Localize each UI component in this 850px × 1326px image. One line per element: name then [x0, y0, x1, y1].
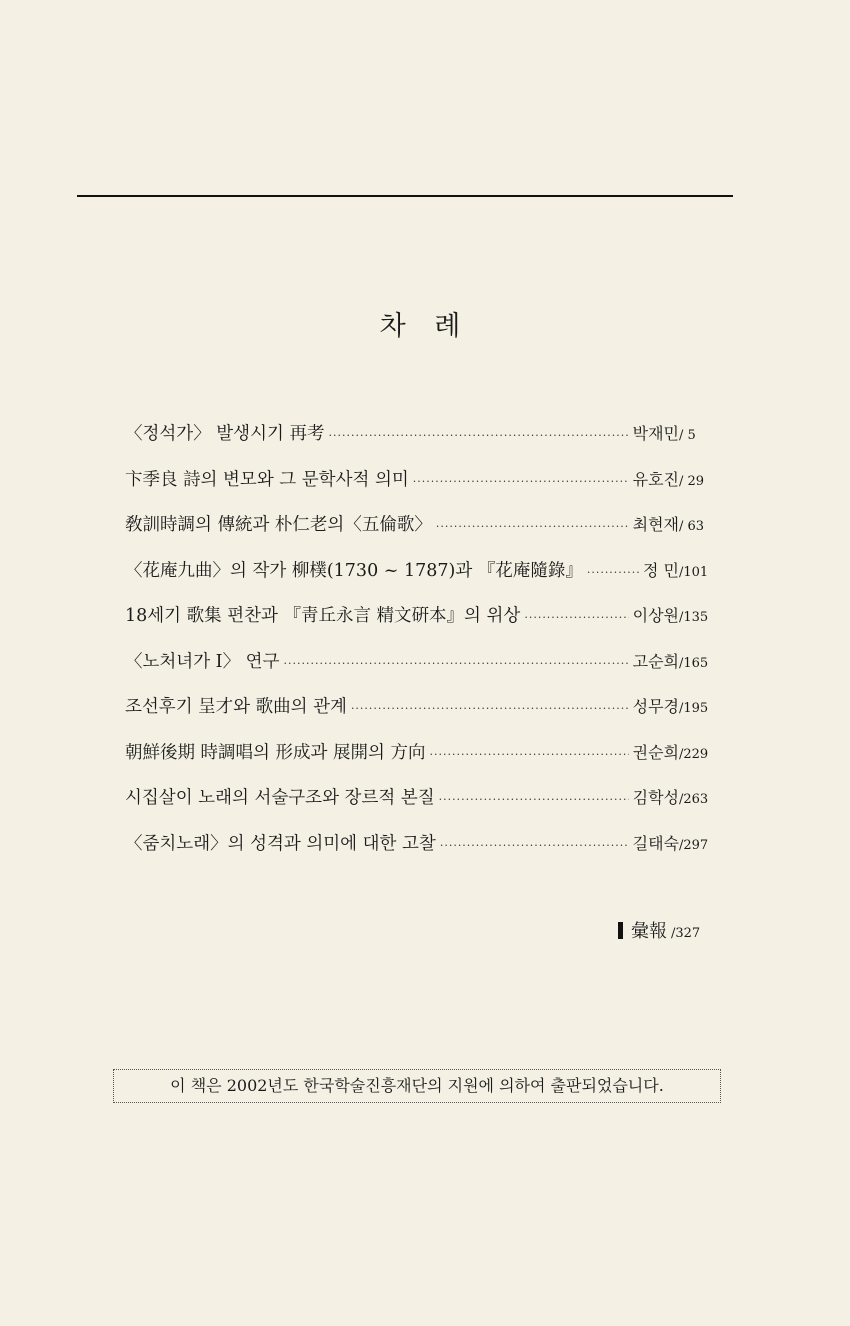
leader-dots: [524, 611, 628, 624]
leader-dots: [328, 429, 628, 442]
toc-author: 권순희: [632, 742, 679, 762]
toc-entry: [125, 784, 715, 830]
toc-entry: [125, 557, 715, 603]
toc-title: 卞季良 詩의 변모와 그 문학사적 의미: [125, 469, 409, 490]
toc-author: 최현재: [632, 515, 679, 534]
toc-entry: [125, 739, 715, 785]
leader-dots: [429, 748, 628, 761]
toc-title: 시집살이 노래의 서술구조와 장르적 본질: [125, 788, 435, 808]
toc-author: 유호진: [632, 469, 679, 489]
leader-dots: [439, 793, 629, 806]
toc-title: 〈花庵九曲〉의 작가 柳樸(1730 ~ 1787)과 『花庵隨錄』: [125, 560, 583, 581]
appendix-label: 彙報: [631, 921, 667, 942]
toc-page: /101: [679, 564, 709, 580]
toc-author: 박재민: [632, 424, 679, 443]
toc-page: /229: [679, 746, 709, 762]
toc-title: 朝鮮後期 時調唱의 形成과 展開의 方向: [125, 742, 426, 763]
toc-title: 敎訓時調의 傳統과 朴仁老의〈五倫歌〉: [125, 515, 432, 535]
toc-title: 〈노처녀가 Ⅰ〉 연구: [125, 651, 280, 672]
toc-page: / 63: [679, 519, 705, 534]
toc-page: /297: [679, 837, 709, 853]
leader-dots: [351, 702, 629, 715]
toc-page: / 29: [679, 473, 705, 489]
leader-dots: [440, 839, 629, 852]
toc-author: 김학성: [632, 788, 679, 807]
toc-entry: [125, 830, 715, 876]
toc-author: 성무경: [632, 697, 679, 716]
toc-author: 정 민: [643, 560, 679, 580]
appendix-entry: [618, 917, 700, 943]
toc-page: / 5: [679, 428, 696, 443]
funding-notice: 이 책은 2002년도 한국학술진흥재단의 지원에 의하여 출판되었습니다.: [113, 1069, 721, 1103]
leader-dots: [436, 520, 629, 533]
toc-title: 조선후기 呈才와 歌曲의 관계: [125, 697, 347, 717]
toc-entry: [125, 420, 715, 466]
toc-entry: [125, 602, 715, 648]
leader-dots: [587, 566, 639, 579]
toc-author: 고순희: [632, 651, 679, 671]
toc-entry: [125, 693, 715, 739]
toc-author: 이상원: [632, 606, 679, 625]
toc-entry: [125, 511, 715, 557]
toc-entry: [125, 648, 715, 694]
toc-page: /263: [679, 792, 709, 807]
table-of-contents: [125, 420, 715, 875]
toc-entry: [125, 466, 715, 512]
toc-author: 길태숙: [632, 833, 679, 853]
block-marker: [618, 922, 623, 939]
toc-page: /135: [679, 610, 709, 625]
toc-title: 18세기 歌集 편찬과 『靑丘永言 精文硏本』의 위상: [125, 606, 521, 626]
toc-page: /165: [679, 655, 709, 671]
toc-title: 〈정석가〉 발생시기 再考: [125, 424, 325, 444]
appendix-page: /327: [671, 926, 701, 941]
toc-title: 〈줌치노래〉의 성격과 의미에 대한 고찰: [125, 833, 436, 854]
toc-page: /195: [679, 701, 709, 716]
leader-dots: [283, 657, 628, 670]
page-title: 차 례: [379, 311, 471, 342]
top-rule: [77, 195, 733, 197]
leader-dots: [413, 475, 629, 488]
